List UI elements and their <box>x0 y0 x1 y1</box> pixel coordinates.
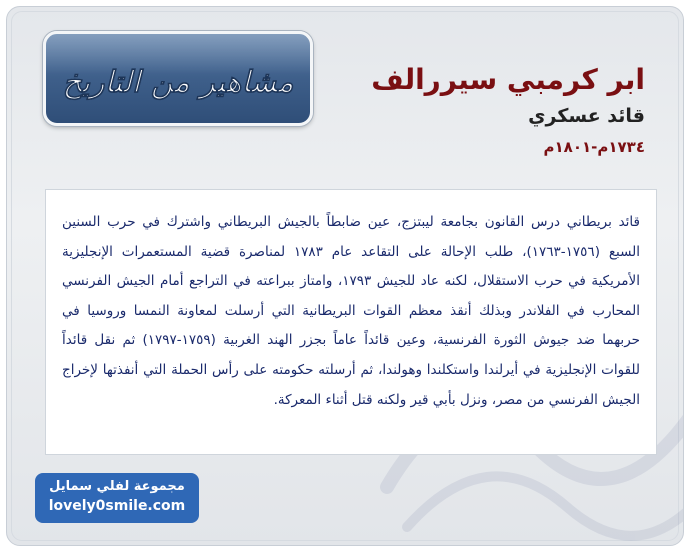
site-logo <box>43 31 313 126</box>
biography-box <box>45 189 657 455</box>
person-role: قائد عسكري <box>528 105 645 127</box>
logo-text: مشاهير من التاريخ <box>62 65 294 100</box>
site-badge[interactable] <box>35 473 199 523</box>
biography-text: قائد بريطاني درس القانون بجامعة ليبتزج، عين ضابطاً بالجيش البريطاني واشترك في حرب السنين السبع (١٧٥٦-١٧٦٣)، طلب الإحالة على التقاعد عام ١٧٨٣ لمناصرة قضية المستعمرات الإنجليزية الأمريكية في حرب الاستقلال، لكنه عاد للجيش ١٧٩٣، وامتاز ببراعته في التراجع أمام الجيش الفرنسي المحارب في الفلاندر وبذلك أنقذ معظم القوات البريطانية التي أرسلت لمعاونة النمسا وروسيا في حربهما ضد جيوش الثورة الفرنسية، وعين قائداً عاماً بجزر الهند الغربية (١٧٥٩-١٧٩٧) ثم نقل قائداً للقوات الإنجليزية في أيرلندا واستكلندا وهولندا، ثم أرسلته حكومته على رأس الحملة التي أنفذتها لإخراج الجيش الفرنسي من مصر، ونزل بأبي قير ولكنه قتل أثناء المعركة. <box>62 214 640 408</box>
person-name: ابر كرمبي سيررالف <box>371 63 645 96</box>
header-block <box>371 63 645 157</box>
site-url-link[interactable]: lovely0smile.com <box>48 498 186 514</box>
site-name-arabic: مجموعة لفلي سمايل <box>49 479 185 494</box>
page-frame <box>6 6 684 546</box>
person-years: ١٧٣٤م-١٨٠١م <box>543 138 645 156</box>
logo-calligraphy <box>46 34 310 123</box>
